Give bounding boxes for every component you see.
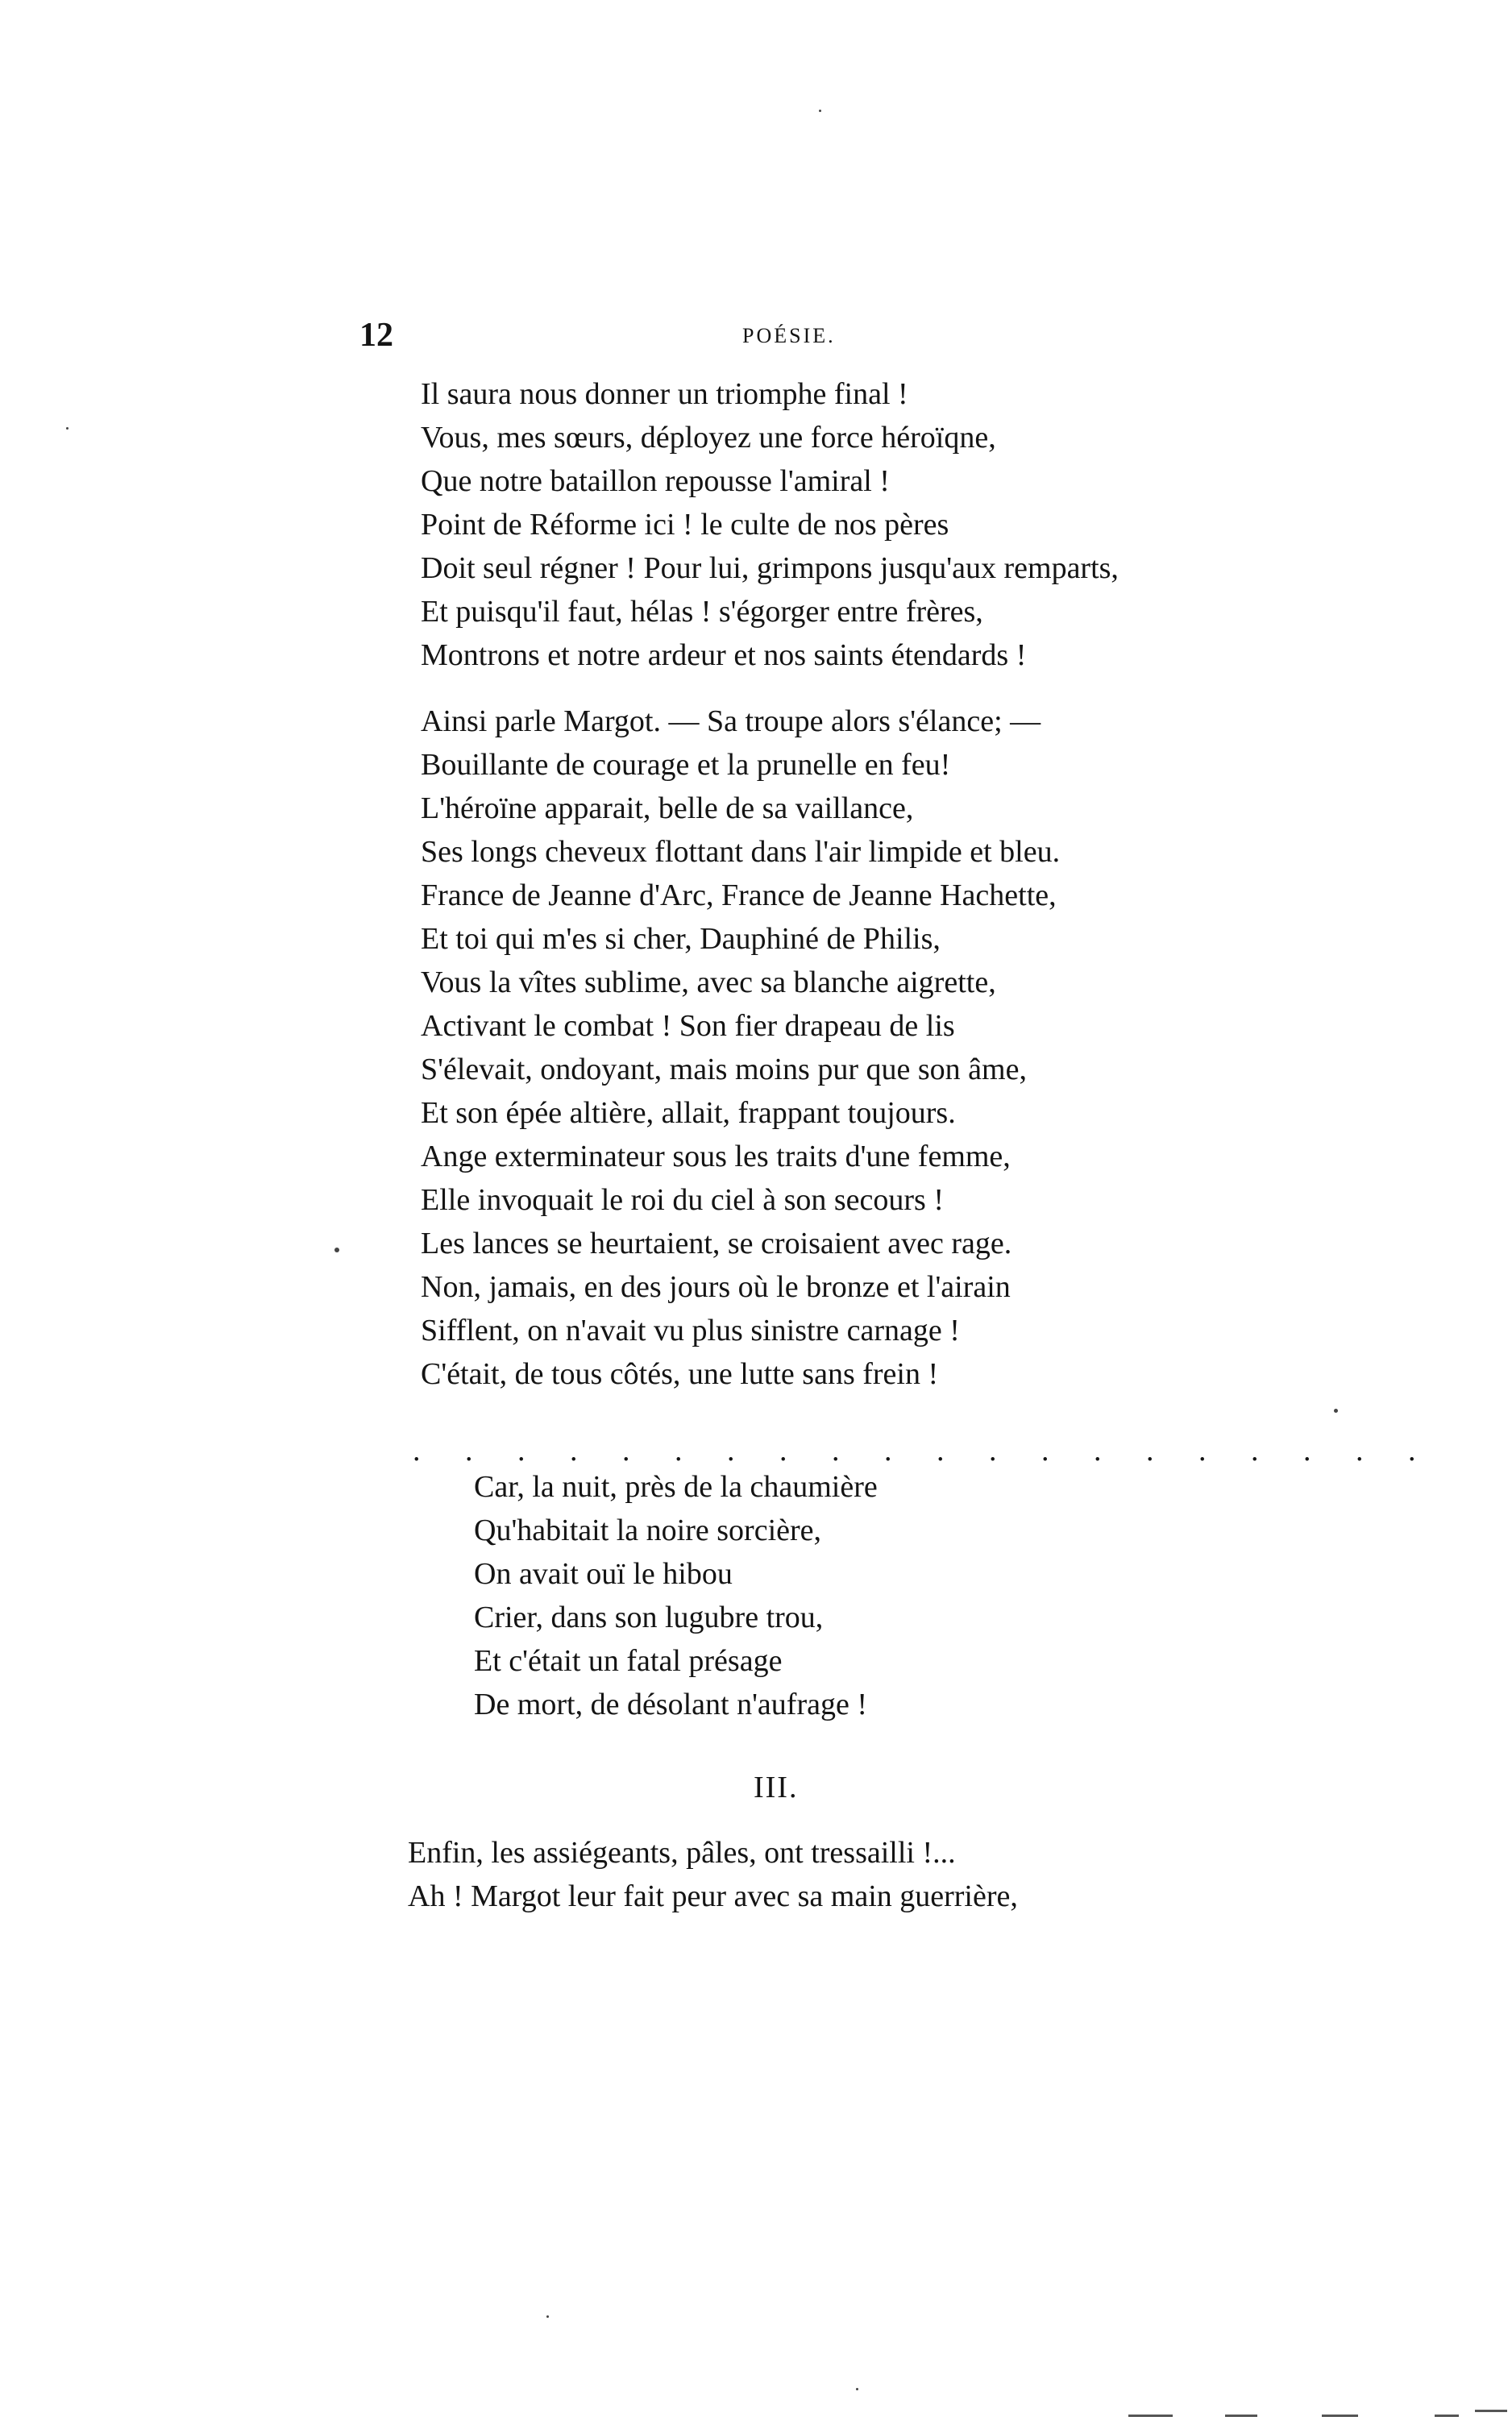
verse-line: Non, jamais, en des jours où le bronze et l'airain — [421, 1270, 1011, 1304]
verse-line: Ainsi parle Margot. — Sa troupe alors s'élance; — — [421, 704, 1041, 738]
scan-speck — [546, 2315, 549, 2318]
verse-line: Doit seul régner ! Pour lui, grimpons jusqu'aux remparts, — [421, 551, 1119, 585]
verse-line: Que notre bataillon repousse l'amiral ! — [421, 464, 890, 498]
verse-line: Vous, mes sœurs, déployez une force héroïqne, — [421, 421, 996, 455]
section-heading: III. — [754, 1771, 799, 1804]
stanza-2 — [421, 700, 1227, 1396]
verse-line: C'était, de tous côtés, une lutte sans frein ! — [421, 1357, 939, 1391]
verse-line: Qu'habitait la noire sorcière, — [474, 1514, 822, 1547]
stanza-3 — [474, 1465, 1280, 1726]
verse-line: Crier, dans son lugubre trou, — [474, 1601, 824, 1634]
ellipsis-row: . . . . . . . . . . . . . . . . . . . . — [413, 1434, 1435, 1468]
verse-line: Ah ! Margot leur fait peur avec sa main guerrière, — [408, 1879, 1018, 1913]
verse-line: Activant le combat ! Son fier drapeau de lis — [421, 1009, 955, 1043]
verse-line: Ses longs cheveux flottant dans l'air limpide et bleu. — [421, 835, 1061, 869]
scan-speck — [819, 110, 821, 112]
verse-line: Les lances se heurtaient, se croisaient avec rage. — [421, 1227, 1012, 1260]
scan-dash — [1128, 2415, 1173, 2417]
verse-line: Elle invoquait le roi du ciel à son secours ! — [421, 1183, 944, 1217]
scan-dash — [1435, 2415, 1459, 2417]
verse-line: On avait ouï le hibou — [474, 1557, 733, 1591]
verse-line: Et son épée altière, allait, frappant toujours. — [421, 1096, 956, 1130]
stanza-4 — [408, 1831, 1214, 1918]
verse-line: Car, la nuit, près de la chaumière — [474, 1470, 878, 1504]
scan-dash — [1322, 2415, 1358, 2417]
verse-line: Il saura nous donner un triomphe final ! — [421, 377, 908, 411]
scan-dash — [1475, 2410, 1507, 2412]
verse-line: Et toi qui m'es si cher, Dauphiné de Philis, — [421, 922, 941, 956]
stanza-1 — [421, 372, 1227, 677]
verse-line: Bouillante de courage et la prunelle en feu! — [421, 748, 951, 782]
scan-speck — [334, 1248, 339, 1252]
verse-line: Ange exterminateur sous les traits d'une femme, — [421, 1140, 1011, 1173]
verse-line: Sifflent, on n'avait vu plus sinistre carnage ! — [421, 1314, 960, 1347]
verse-line: L'héroïne apparait, belle de sa vaillance, — [421, 791, 914, 825]
page-number: 12 — [359, 317, 393, 354]
scan-speck — [66, 427, 69, 430]
scan-speck — [1334, 1409, 1338, 1413]
verse-line: Et puisqu'il faut, hélas ! s'égorger entre frères, — [421, 595, 983, 629]
verse-line: Montrons et notre ardeur et nos saints étendards ! — [421, 638, 1027, 672]
verse-line: De mort, de désolant n'aufrage ! — [474, 1688, 867, 1721]
verse-line: France de Jeanne d'Arc, France de Jeanne Hachette, — [421, 878, 1057, 912]
scan-speck — [856, 2388, 858, 2390]
verse-line: S'élevait, ondoyant, mais moins pur que son âme, — [421, 1053, 1027, 1086]
scan-dash — [1225, 2415, 1257, 2417]
page-header — [359, 316, 1206, 364]
verse-line: Et c'était un fatal présage — [474, 1644, 783, 1678]
verse-line: Enfin, les assiégeants, pâles, ont tressailli !... — [408, 1836, 956, 1870]
running-head: POÉSIE. — [742, 324, 836, 347]
verse-line: Point de Réforme ici ! le culte de nos pères — [421, 508, 949, 542]
verse-line: Vous la vîtes sublime, avec sa blanche aigrette, — [421, 965, 996, 999]
